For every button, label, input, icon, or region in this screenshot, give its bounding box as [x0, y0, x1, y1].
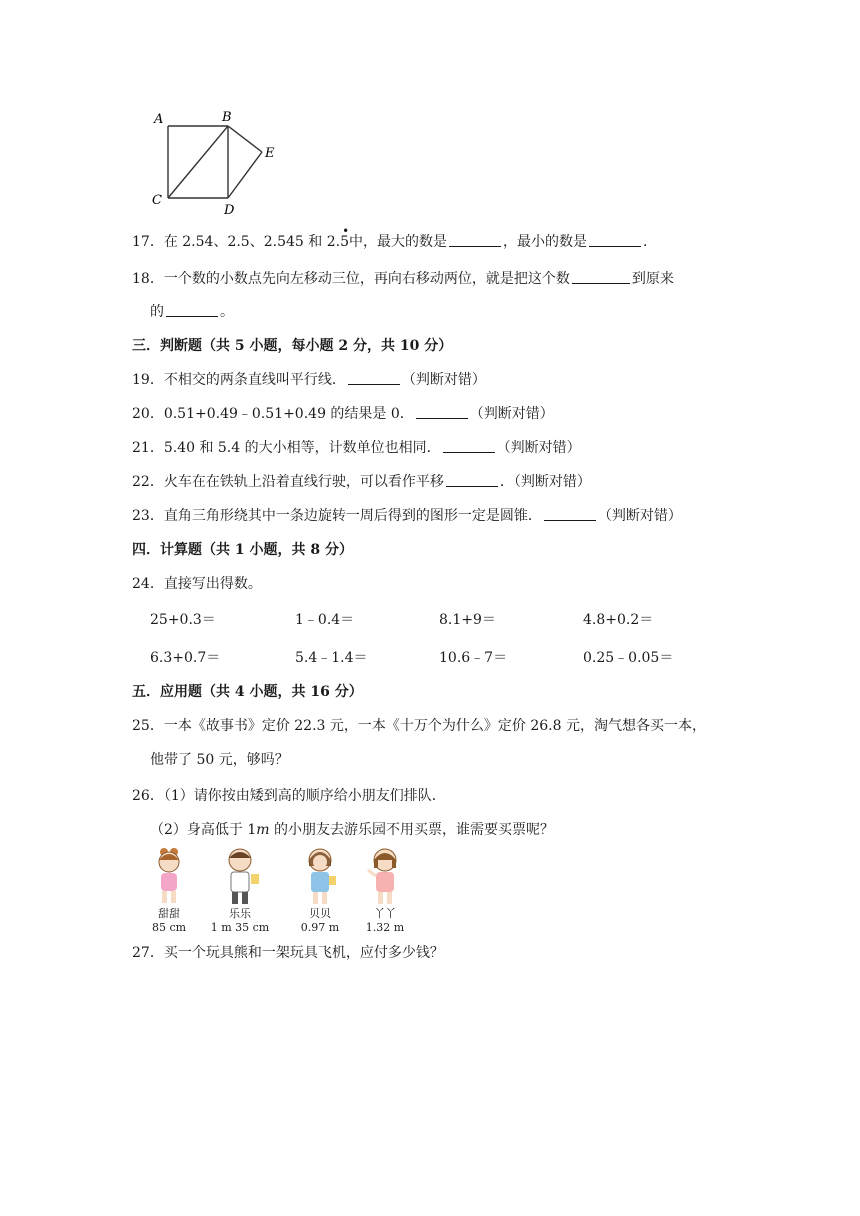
answer-blank[interactable] — [446, 472, 498, 487]
question-25: 25．一本《故事书》定价 22.3 元，一本《十万个为什么》定价 26.8 元，淘气想各买一本， — [132, 718, 706, 734]
kid-yaya — [366, 849, 405, 934]
calc-item: 0.25﹣0.05＝ — [583, 650, 674, 666]
question-24: 24．直接写出得数。 — [132, 576, 262, 592]
label-d: D — [224, 203, 235, 218]
kid-beibei — [301, 849, 340, 934]
question-21: 21．5.40 和 5.4 的大小相等，计数单位也相同． （判断对错） — [132, 440, 581, 456]
answer-blank[interactable] — [443, 438, 495, 453]
kid-height: 85 cm — [151, 921, 187, 934]
question-27: 27．买一个玩具熊和一架玩具飞机，应付多少钱？ — [132, 945, 444, 961]
label-e: E — [265, 146, 275, 161]
kids-illustration — [140, 846, 420, 934]
answer-blank[interactable] — [348, 370, 400, 385]
question-25-cont: 他带了 50 元，够吗？ — [150, 752, 289, 768]
question-18-cont: 的 。 — [150, 304, 234, 320]
calc-item: 4.8+0.2＝ — [583, 612, 654, 628]
edge-ed — [228, 152, 262, 198]
calc-item: 8.1+9＝ — [439, 612, 496, 628]
kid-lele — [211, 849, 270, 934]
label-c: C — [152, 193, 162, 208]
kid-name: 甜甜 — [158, 907, 180, 920]
kid-height: 1 m 35 cm — [210, 921, 270, 934]
calc-item: 10.6﹣7＝ — [439, 650, 508, 666]
calc-item: 6.3+0.7＝ — [150, 650, 221, 666]
answer-blank[interactable] — [166, 302, 218, 317]
question-26-part2: （2）身高低于 1m 的小朋友去游乐园不用买票，谁需要买票呢？ — [150, 822, 554, 838]
repeating-decimal-digit: • 5 — [340, 224, 350, 250]
question-18: 18．一个数的小数点先向左移动三位，再向右移动两位，就是把这个数 到原来 — [132, 271, 674, 287]
question-19: 19．不相交的两条直线叫平行线． （判断对错） — [132, 372, 486, 388]
kid-name: 贝贝 — [309, 907, 331, 920]
question-23: 23．直角三角形绕其中一条边旋转一周后得到的图形一定是圆锥． （判断对错） — [132, 508, 682, 524]
answer-blank[interactable] — [544, 506, 596, 521]
answer-blank[interactable] — [589, 232, 641, 247]
question-20: 20．0.51+0.49﹣0.51+0.49 的结果是 0． （判断对错） — [132, 406, 554, 422]
diagonal-cb — [168, 126, 228, 198]
kid-name: 丫丫 — [374, 907, 396, 920]
label-b: B — [222, 110, 232, 125]
answer-blank[interactable] — [572, 269, 630, 284]
section-4-title: 四．计算题（共 1 小题，共 8 分） — [132, 542, 353, 558]
calc-item: 1﹣0.4＝ — [295, 612, 355, 628]
kid-height: 0.97 m — [300, 921, 340, 934]
answer-blank[interactable] — [416, 404, 468, 419]
kid-name: 乐乐 — [229, 907, 251, 920]
question-26: 26．（1）请你按由矮到高的顺序给小朋友们排队． — [132, 788, 446, 804]
calc-item: 25+0.3＝ — [150, 612, 216, 628]
kid-height: 1.32 m — [365, 921, 405, 934]
question-number: 18． — [132, 271, 164, 287]
label-a: A — [154, 112, 164, 127]
section-5-title: 五．应用题（共 4 小题，共 16 分） — [132, 684, 363, 700]
calc-item: 5.4﹣1.4＝ — [295, 650, 368, 666]
question-17: 17．在 2.54、2.5、2.545 和 2. • 5中，最大的数是 ，最小的数是 . — [132, 224, 648, 250]
kid-tiantian — [152, 848, 187, 934]
question-22: 22．火车在在铁轨上沿着直线行驶，可以看作平移 ．（判断对错） — [132, 474, 591, 490]
edge-be — [228, 126, 262, 152]
question-number: 17． — [132, 234, 164, 250]
answer-blank[interactable] — [449, 232, 501, 247]
section-3-title: 三．判断题（共 5 小题，每小题 2 分，共 10 分） — [132, 338, 453, 354]
geometry-figure — [148, 106, 284, 218]
